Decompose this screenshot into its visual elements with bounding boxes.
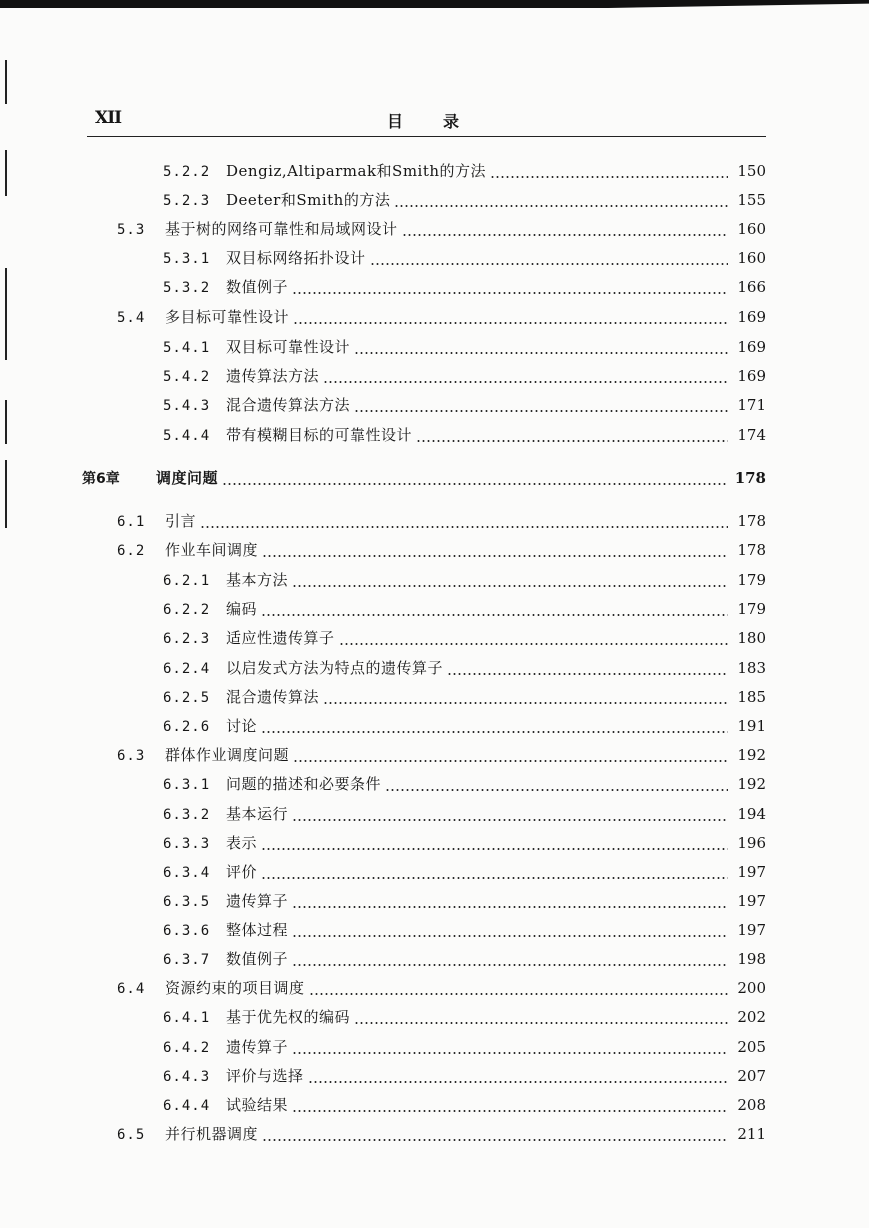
entry-page-number: 196 — [737, 834, 766, 852]
entry-page-number: 205 — [737, 1038, 766, 1056]
entry-number: 6.4.2 — [163, 1040, 211, 1056]
entry-title: 基本运行 — [226, 805, 289, 823]
entry-title: 并行机器调度 — [165, 1125, 259, 1143]
entry-number: 6.2.1 — [163, 573, 211, 589]
entry-page-number: 194 — [737, 805, 766, 823]
dot-leader — [309, 993, 728, 995]
scan-gutter-mark — [5, 400, 7, 444]
scan-gutter-mark — [5, 60, 7, 104]
dot-leader — [261, 877, 728, 879]
section-entry — [117, 539, 766, 563]
entry-title: Deeter和Smith的方法 — [226, 191, 391, 209]
entry-page-number: 155 — [737, 191, 766, 209]
entry-title: 编码 — [226, 600, 258, 618]
section-entry — [117, 510, 766, 534]
subsection-entry — [163, 569, 766, 593]
entry-page-number: 207 — [737, 1067, 766, 1085]
dot-leader — [354, 1022, 728, 1024]
entry-number: 6.3.5 — [163, 894, 211, 910]
dot-leader — [262, 555, 728, 557]
entry-page-number: 179 — [737, 600, 766, 618]
entry-number: 第6章 — [82, 471, 120, 487]
entry-page-number: 208 — [737, 1096, 766, 1114]
entry-page-number: 169 — [737, 338, 766, 356]
entry-page-number: 198 — [737, 950, 766, 968]
entry-number: 6.3.7 — [163, 952, 211, 968]
subsection-entry — [163, 1006, 766, 1030]
header-rule — [87, 136, 766, 137]
entry-number: 6.4.4 — [163, 1098, 211, 1114]
entry-number: 6.2.2 — [163, 602, 211, 618]
dot-leader — [308, 1081, 728, 1083]
dot-leader — [261, 614, 728, 616]
entry-number: 5.4 — [117, 310, 146, 326]
subsection-entry — [163, 803, 766, 827]
scan-gutter-mark — [5, 150, 7, 196]
entry-page-number: 202 — [737, 1008, 766, 1026]
dot-leader — [370, 263, 728, 265]
entry-title: 群体作业调度问题 — [165, 746, 290, 764]
entry-title: 混合遗传算法 — [226, 688, 320, 706]
subsection-entry — [163, 160, 766, 184]
entry-number: 5.4.3 — [163, 398, 211, 414]
subsection-entry — [163, 189, 766, 213]
entry-number: 5.4.1 — [163, 340, 211, 356]
dot-leader — [261, 848, 728, 850]
entry-page-number: 178 — [734, 469, 766, 487]
entry-title: 整体过程 — [226, 921, 289, 939]
dot-leader — [292, 1052, 728, 1054]
entry-page-number: 191 — [737, 717, 766, 735]
entry-title: 双目标可靠性设计 — [226, 338, 351, 356]
scan-top-edge — [0, 0, 869, 8]
entry-title: 遗传算子 — [226, 892, 289, 910]
chapter-entry — [82, 467, 766, 491]
entry-title: 评价与选择 — [226, 1067, 304, 1085]
entry-title: 双目标网络拓扑设计 — [226, 249, 366, 267]
dot-leader — [490, 176, 728, 178]
subsection-entry — [163, 686, 766, 710]
entry-title: 作业车间调度 — [165, 541, 259, 559]
dot-leader — [394, 205, 728, 207]
entry-page-number: 197 — [737, 863, 766, 881]
entry-title: 数值例子 — [226, 950, 289, 968]
subsection-entry — [163, 948, 766, 972]
subsection-entry — [163, 627, 766, 651]
entry-page-number: 197 — [737, 921, 766, 939]
entry-title: 以启发式方法为特点的遗传算子 — [226, 659, 444, 677]
dot-leader — [293, 322, 728, 324]
entry-number: 5.3 — [117, 222, 146, 238]
entry-page-number: 200 — [737, 979, 766, 997]
entry-number: 6.3.6 — [163, 923, 211, 939]
entry-title: 适应性遗传算子 — [226, 629, 335, 647]
entry-number: 6.3.3 — [163, 836, 211, 852]
dot-leader — [222, 483, 727, 485]
entry-page-number: 160 — [737, 249, 766, 267]
subsection-entry — [163, 424, 766, 448]
dot-leader — [293, 760, 728, 762]
entry-number: 6.2.3 — [163, 631, 211, 647]
entry-number: 6.5 — [117, 1127, 146, 1143]
entry-number: 5.4.2 — [163, 369, 211, 385]
section-entry — [117, 977, 766, 1001]
entry-number: 5.3.2 — [163, 280, 211, 296]
dot-leader — [292, 906, 728, 908]
section-entry — [117, 218, 766, 242]
entry-title: 基于优先权的编码 — [226, 1008, 351, 1026]
subsection-entry — [163, 365, 766, 389]
entry-page-number: 183 — [737, 659, 766, 677]
entry-title: 问题的描述和必要条件 — [226, 775, 382, 793]
entry-page-number: 178 — [737, 541, 766, 559]
entry-title: 多目标可靠性设计 — [165, 308, 290, 326]
dot-leader — [262, 1139, 728, 1141]
entry-page-number: 174 — [737, 426, 766, 444]
entry-page-number: 180 — [737, 629, 766, 647]
entry-number: 6.3.2 — [163, 807, 211, 823]
subsection-entry — [163, 598, 766, 622]
page-number: XII — [95, 108, 122, 128]
entry-page-number: 179 — [737, 571, 766, 589]
entry-page-number: 169 — [737, 308, 766, 326]
dot-leader — [292, 964, 728, 966]
entry-page-number: 150 — [737, 162, 766, 180]
subsection-entry — [163, 276, 766, 300]
entry-title: 资源约束的项目调度 — [165, 979, 305, 997]
entry-page-number: 166 — [737, 278, 766, 296]
scan-gutter-mark — [5, 268, 7, 360]
entry-title: 调度问题 — [156, 469, 219, 487]
subsection-entry — [163, 919, 766, 943]
dot-leader — [292, 292, 728, 294]
entry-number: 5.4.4 — [163, 428, 211, 444]
entry-page-number: 178 — [737, 512, 766, 530]
section-entry — [117, 744, 766, 768]
entry-title: 基本方法 — [226, 571, 289, 589]
entry-page-number: 197 — [737, 892, 766, 910]
subsection-entry — [163, 861, 766, 885]
dot-leader — [354, 410, 728, 412]
entry-title: 带有模糊目标的可靠性设计 — [226, 426, 413, 444]
dot-leader — [385, 789, 728, 791]
section-entry — [117, 1123, 766, 1147]
scan-gutter-mark — [5, 460, 7, 528]
entry-number: 6.2 — [117, 543, 146, 559]
entry-number: 6.4 — [117, 981, 146, 997]
subsection-entry — [163, 1094, 766, 1118]
entry-number: 6.4.1 — [163, 1010, 211, 1026]
entry-page-number: 185 — [737, 688, 766, 706]
dot-leader — [200, 526, 728, 528]
entry-page-number: 192 — [737, 775, 766, 793]
subsection-entry — [163, 394, 766, 418]
entry-title: 基于树的网络可靠性和局域网设计 — [165, 220, 398, 238]
section-entry — [117, 306, 766, 330]
subsection-entry — [163, 715, 766, 739]
entry-title: 讨论 — [226, 717, 258, 735]
dot-leader — [261, 731, 728, 733]
entry-number: 6.3 — [117, 748, 146, 764]
entry-page-number: 169 — [737, 367, 766, 385]
dot-leader — [339, 643, 728, 645]
subsection-entry — [163, 657, 766, 681]
dot-leader — [323, 702, 728, 704]
entry-page-number: 160 — [737, 220, 766, 238]
dot-leader — [416, 440, 728, 442]
dot-leader — [292, 819, 728, 821]
entry-title: 数值例子 — [226, 278, 289, 296]
entry-title: 遗传算法方法 — [226, 367, 320, 385]
subsection-entry — [163, 1036, 766, 1060]
entry-number: 6.3.4 — [163, 865, 211, 881]
dot-leader — [292, 1110, 728, 1112]
page-header — [87, 108, 766, 136]
entry-title: 引言 — [165, 512, 197, 530]
subsection-entry — [163, 336, 766, 360]
entry-number: 6.3.1 — [163, 777, 211, 793]
subsection-entry — [163, 890, 766, 914]
entry-number: 6.1 — [117, 514, 146, 530]
entry-title: 试验结果 — [226, 1096, 289, 1114]
entry-page-number: 171 — [737, 396, 766, 414]
entry-title: 混合遗传算法方法 — [226, 396, 351, 414]
entry-number: 5.2.3 — [163, 193, 211, 209]
running-head: 目录 — [387, 112, 500, 131]
entry-title: 遗传算子 — [226, 1038, 289, 1056]
subsection-entry — [163, 1065, 766, 1089]
dot-leader — [402, 234, 728, 236]
subsection-entry — [163, 247, 766, 271]
dot-leader — [354, 352, 728, 354]
entry-number: 6.2.5 — [163, 690, 211, 706]
entry-number: 6.4.3 — [163, 1069, 211, 1085]
entry-title: 表示 — [226, 834, 258, 852]
entry-page-number: 211 — [737, 1125, 766, 1143]
entry-number: 6.2.4 — [163, 661, 211, 677]
entry-page-number: 192 — [737, 746, 766, 764]
subsection-entry — [163, 773, 766, 797]
entry-number: 5.3.1 — [163, 251, 211, 267]
dot-leader — [447, 673, 728, 675]
dot-leader — [292, 585, 728, 587]
entry-number: 5.2.2 — [163, 164, 211, 180]
dot-leader — [323, 381, 728, 383]
entry-title: 评价 — [226, 863, 258, 881]
entry-title: Dengiz,Altiparmak和Smith的方法 — [226, 162, 487, 180]
dot-leader — [292, 935, 728, 937]
entry-number: 6.2.6 — [163, 719, 211, 735]
subsection-entry — [163, 832, 766, 856]
